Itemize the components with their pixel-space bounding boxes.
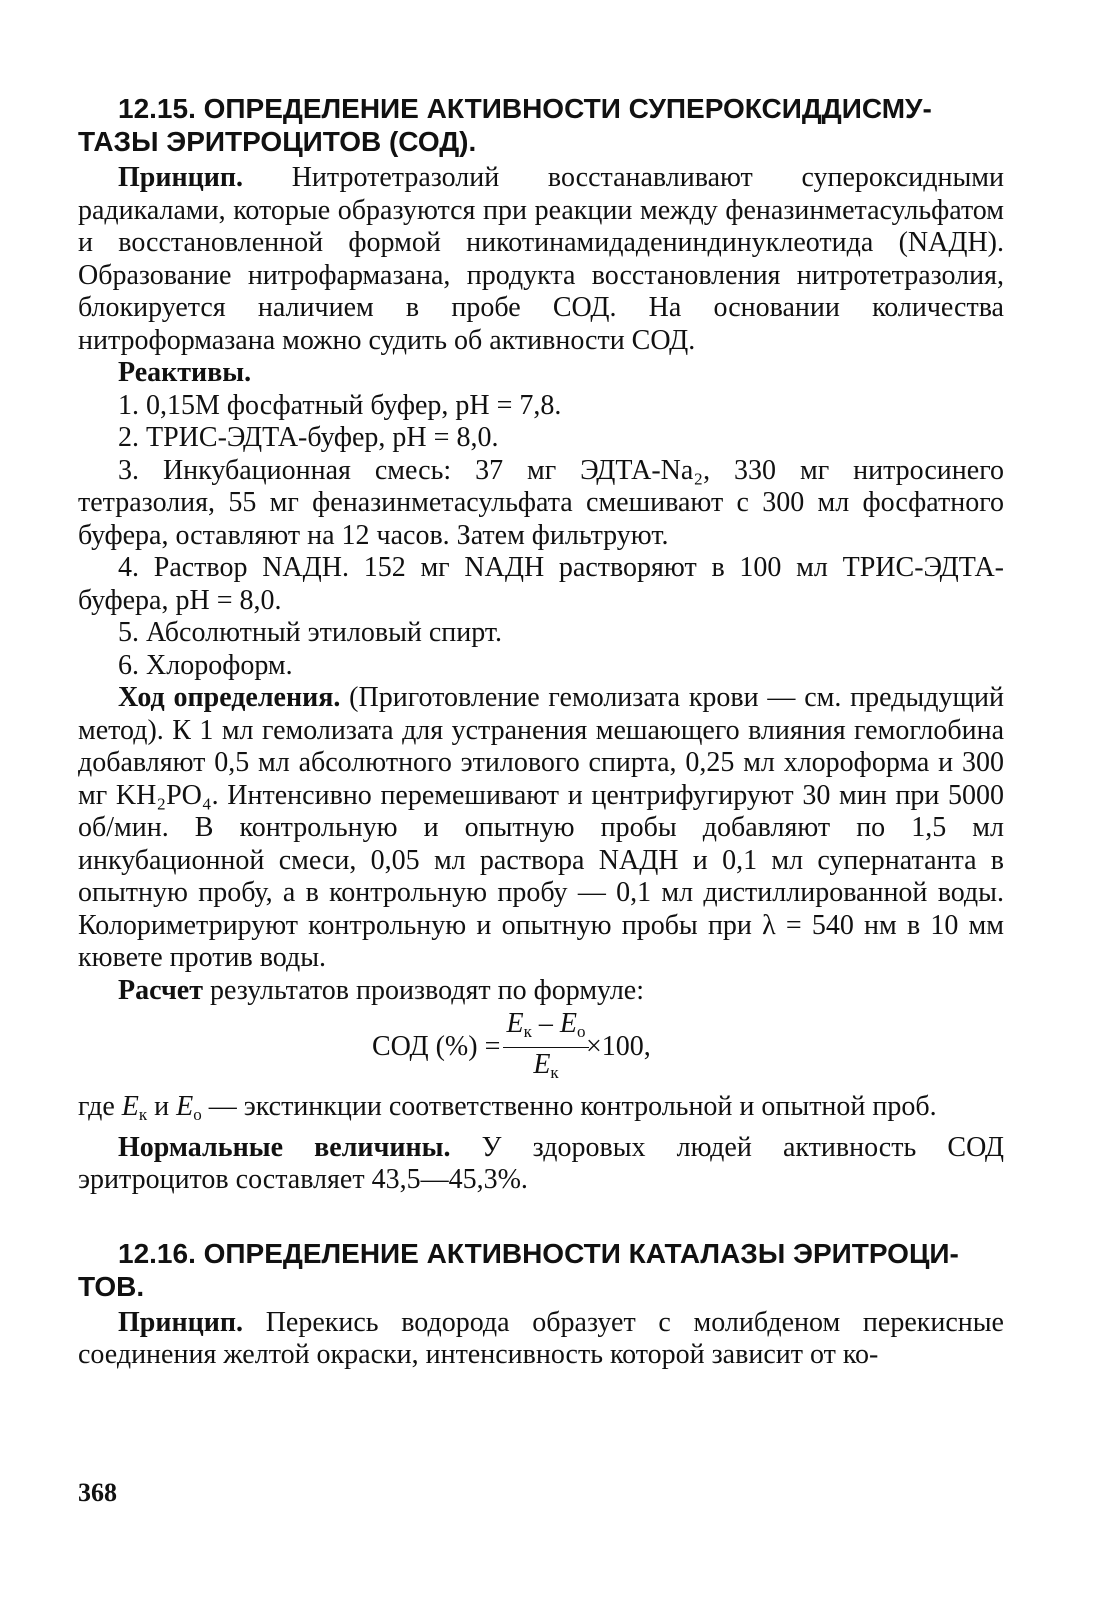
where-text-2: — экстинкции соответственно контрольной и опытной проб. [201, 1091, 937, 1122]
principle-text: Нитротетразолий восстанавливают супероксидными радикалами, которые образуются при реакции между феназинметасульфатом и восстановленной формой никотинамидадениндинуклеотида (NАДН). Образование нитрофармазана, продукта восстановления нитротетразолия, блокируется наличием в пробе СОД. На основании количества нитроформазана можно судить об активности СОД. [78, 162, 1004, 356]
formula-den-ek: E [533, 1049, 551, 1080]
reagent-item: 2. ТРИС-ЭДТА-буфер, рН = 8,0. [118, 422, 499, 453]
calc-text: результатов производят по формуле: [202, 974, 644, 1006]
reagents-label: Реактивы. [118, 357, 252, 388]
where-eo-sub: о [193, 1105, 202, 1124]
heading-line-1: 12.16. ОПРЕДЕЛЕНИЕ АКТИВНОСТИ КАТАЛАЗЫ ЭРИТРОЦИ- [118, 1237, 959, 1269]
sod-formula [78, 1009, 1004, 1087]
formula-den-ek-sub: к [550, 1063, 559, 1082]
formula-fraction [503, 1009, 589, 1090]
where-and: и [147, 1091, 177, 1122]
reagent-item: 4. Раствор NАДН. 152 мг NАДН растворяют в 100 мл ТРИС-ЭДТА-буфера, рН = 8,0. [78, 552, 1004, 616]
catalase-principle-text: Перекись водорода образует с молибденом перекисные соединения желтой окраски, интенсивность которой зависит от ко- [78, 1306, 1004, 1370]
page-number: 368 [78, 1478, 117, 1507]
catalase-principle-label: Принцип. [118, 1306, 244, 1338]
normal-label: Нормальные величины. [118, 1131, 451, 1163]
section-heading-sod [78, 92, 1004, 158]
formula-rhs: ×100, [586, 1031, 651, 1062]
where-ek: E [121, 1091, 139, 1122]
reagent-item: 5. Абсолютный этиловый спирт. [118, 617, 503, 648]
reagent-item: 6. Хлороформ. [118, 649, 293, 681]
normal-values-paragraph [78, 1132, 1004, 1197]
formula-ek: E [506, 1008, 524, 1039]
calc-label: Расчет [118, 974, 203, 1006]
formula-ek-sub: к [523, 1022, 532, 1041]
heading-line-1: 12.15. ОПРЕДЕЛЕНИЕ АКТИВНОСТИ СУПЕРОКСИДДИСМУ- [118, 93, 932, 124]
formula-eo: E [559, 1008, 577, 1039]
principle-paragraph [78, 162, 1004, 357]
catalase-principle-paragraph [78, 1307, 1004, 1372]
where-ek-sub: к [138, 1105, 148, 1124]
page-content [78, 92, 1004, 1372]
reagents-heading [78, 357, 1004, 390]
formula-minus: – [531, 1008, 560, 1039]
section-heading-catalase [78, 1237, 1004, 1303]
reagent-item: 1. 0,15М фосфатный буфер, рН = 7,8. [118, 389, 562, 421]
heading-line-2: ТОВ. [78, 1270, 145, 1302]
formula-denominator [503, 1048, 589, 1090]
where-text-1: где [78, 1091, 122, 1122]
formula-lhs: СОД (%) = [372, 1031, 501, 1062]
principle-label: Принцип. [118, 162, 244, 193]
reagent-item: 3. Инкубационная смесь: 37 мг ЭДТА-Na₂, 330 мг нитросинего тетразолия, 55 мг феназинметасульфата смешивают с 300 мл фосфатного буфера, оставляют на 12 часов. Затем фильтруют. [78, 454, 1004, 551]
procedure-text: (Приготовление гемолизата крови — см. предыдущий метод). К 1 мл гемолизата для устранения мешающего влияния гемоглобина добавляют 0,5 мл абсолютного этилового спирта, 0,25 мл хлороформа и 300 мг KH₂PO₄. Интенсивно перемешивают и центрифугируют 30 мин при 5000 об/мин. В контрольную и опытную пробы добавляют по 1,5 мл инкубационной смеси, 0,05 мл раствора NАДН и 0,1 мл супернатанта в опытную пробу, а в контрольную пробу — 0,1 мл дистиллированной воды. Колориметрируют контрольную и опытную пробы при λ = 540 нм в 10 мм кювете против воды. [78, 682, 1004, 973]
heading-line-2: ТАЗЫ ЭРИТРОЦИТОВ (СОД). [78, 126, 477, 157]
procedure-paragraph [78, 682, 1004, 975]
calc-paragraph [78, 975, 1004, 1008]
formula-eo-sub: о [576, 1022, 586, 1041]
procedure-label: Ход определения. [118, 682, 341, 713]
where-paragraph [78, 1091, 1004, 1132]
where-eo: E [176, 1091, 194, 1122]
formula-numerator [503, 1009, 589, 1048]
normal-text: У здоровых людей активность СОД эритроцитов составляет 43,5—45,3%. [78, 1131, 1004, 1195]
